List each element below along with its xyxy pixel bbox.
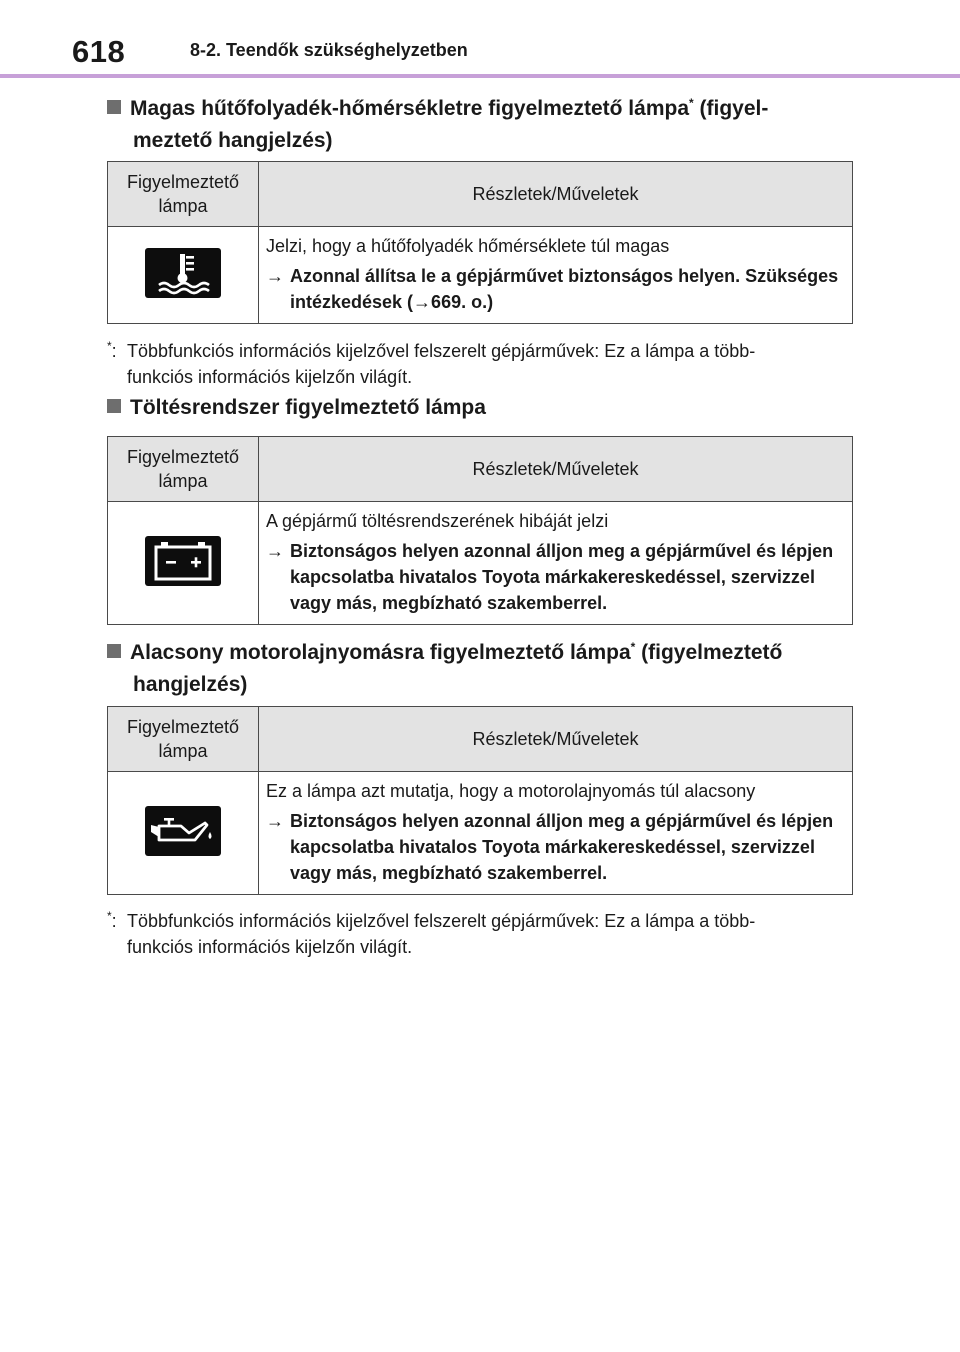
section-title-text: Alacsony motorolajnyomásra figyelmeztető lámpa	[130, 641, 631, 664]
footnote-text-line2: funkciós információs kijelzőn világít.	[127, 367, 413, 387]
section-title-text-end: (figyel-	[693, 97, 769, 120]
header-warning-lamp: Figyelmeztető lámpa	[108, 162, 259, 227]
bullet-square-icon	[107, 399, 121, 413]
footnote-marker: *:	[107, 339, 117, 361]
section-title-coolant	[107, 87, 852, 157]
section-title-oil-pressure	[107, 631, 852, 701]
action-text: Biztonságos helyen azonnal álljon meg a gépjárművel és lépjen kapcsolatba hivatalos Toyota márkakereskedéssel, szervizzel vagy más, megbízható szakemberrel.	[290, 811, 834, 883]
icon-cell	[108, 502, 259, 625]
header-rule	[0, 74, 960, 78]
details-cell	[259, 772, 853, 895]
section-title-text-line2: hangjelzés)	[133, 673, 248, 696]
page-number: 618	[72, 34, 126, 69]
header-details: Részletek/Műveletek	[259, 437, 853, 502]
section-title-charging	[107, 392, 852, 424]
table-header-row	[108, 437, 853, 502]
warning-table-oil-pressure	[107, 706, 853, 895]
arrow-icon: →	[266, 541, 284, 561]
action-item	[266, 808, 842, 886]
warning-table-charging	[107, 436, 853, 625]
section-title-text-end: (figyelmeztető	[635, 641, 783, 664]
warning-table-coolant	[107, 161, 853, 324]
bullet-square-icon	[107, 100, 121, 114]
table-row	[108, 772, 853, 895]
footnote-text: Többfunkciós információs kijelzővel felszerelt gépjárművek: Ez a lámpa a több-	[127, 911, 756, 931]
page-header	[0, 0, 960, 80]
table-row	[108, 502, 853, 625]
arrow-icon: →	[266, 266, 284, 286]
footnote-marker: *:	[107, 909, 117, 931]
action-text: Biztonságos helyen azonnal álljon meg a gépjárművel és lépjen kapcsolatba hivatalos Toyota márkakereskedéssel, szervizzel vagy más, megbízható szakemberrel.	[290, 541, 834, 613]
bullet-square-icon	[107, 644, 121, 658]
table-header-row	[108, 162, 853, 227]
action-item	[266, 263, 842, 315]
header-details: Részletek/Műveletek	[259, 162, 853, 227]
table-row	[108, 227, 853, 324]
header-warning-lamp: Figyelmeztető lámpa	[108, 437, 259, 502]
coolant-temperature-icon	[145, 248, 221, 298]
oil-pressure-icon	[145, 806, 221, 856]
footnote-mark: *	[630, 640, 636, 654]
section-title-text: Magas hűtőfolyadék-hőmérsékletre figyelmeztető lámpa	[130, 97, 689, 120]
chapter-title: 8-2. Teendők szükséghelyzetben	[190, 40, 468, 60]
footnote-mark: *	[689, 96, 694, 110]
footnote	[107, 903, 852, 960]
icon-cell	[108, 772, 259, 895]
footnote-text: Többfunkciós információs kijelzővel felszerelt gépjárművek: Ez a lámpa a több-	[127, 341, 756, 361]
icon-cell	[108, 227, 259, 324]
arrow-icon: →	[266, 811, 284, 831]
section-title-text: Töltésrendszer figyelmeztető lámpa	[130, 396, 486, 419]
battery-charging-icon	[145, 536, 221, 586]
footnote-text-line2: funkciós információs kijelzőn világít.	[127, 937, 413, 957]
action-item	[266, 538, 842, 616]
section-title-text-line2: meztető hangjelzés)	[133, 129, 333, 152]
header-details: Részletek/Műveletek	[259, 707, 853, 772]
table-header-row	[108, 707, 853, 772]
header-warning-lamp: Figyelmeztető lámpa	[108, 707, 259, 772]
description-text: Jelzi, hogy a hűtőfolyadék hőmérséklete túl magas	[266, 236, 670, 256]
footnote	[107, 333, 852, 390]
details-cell	[259, 502, 853, 625]
action-text: Azonnal állítsa le a gépjárművet biztonságos helyen. Szükséges intézkedések (→669. o.)	[290, 266, 839, 312]
description-text: Ez a lámpa azt mutatja, hogy a motorolajnyomás túl alacsony	[266, 781, 756, 801]
details-cell	[259, 227, 853, 324]
description-text: A gépjármű töltésrendszerének hibáját jelzi	[266, 511, 609, 531]
